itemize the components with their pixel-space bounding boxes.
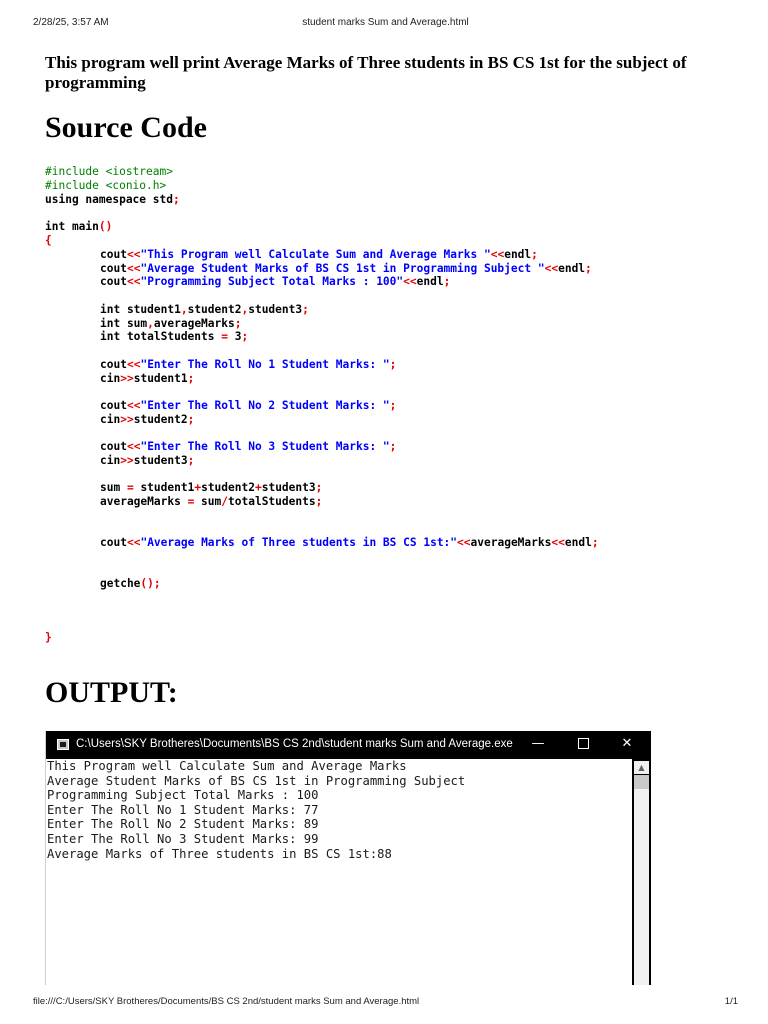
console-line: Enter The Roll No 3 Student Marks: 99 <box>47 832 319 846</box>
close-icon: ✕ <box>621 736 633 751</box>
print-url: file:///C:/Users/SKY Brotheres/Documents/BS CS 2nd/student marks Sum and Average.html <box>33 996 420 1007</box>
code-line: int student1,student2,student3; <box>100 303 309 316</box>
code-line: getche(); <box>100 577 161 590</box>
maximize-icon <box>572 734 594 754</box>
code-line: int totalStudents = 3; <box>100 330 249 343</box>
console-line: This Program well Calculate Sum and Average Marks <box>47 759 407 773</box>
console-titlebar <box>46 731 651 759</box>
output-heading: OUTPUT: <box>45 676 178 709</box>
print-title: student marks Sum and Average.html <box>302 17 469 28</box>
minimize-icon: — <box>531 736 545 751</box>
code-line: averageMarks = sum/totalStudents; <box>100 495 323 508</box>
print-header <box>33 17 738 31</box>
console-line: Enter The Roll No 2 Student Marks: 89 <box>47 817 319 832</box>
code-line: int sum,averageMarks; <box>100 317 242 330</box>
console-line: Enter The Roll No 1 Student Marks: 77 <box>47 802 319 817</box>
intro-text: This program well print Average Marks of Three students in BS CS 1st for the subject of programming <box>45 53 687 92</box>
code-line: cin>>student3; <box>100 454 195 467</box>
code-line: cout<<"Enter The Roll No 3 Student Marks: "; <box>100 440 397 453</box>
console-scrollbar <box>632 759 651 985</box>
source-code-heading: Source Code <box>45 111 207 144</box>
console-line: Average Marks of Three students in BS CS 1st:88 <box>47 846 392 861</box>
code-line: cout<<"Programming Subject Total Marks : 100"<<endl; <box>100 275 451 288</box>
console-line: Average Student Marks of BS CS 1st in Programming Subject <box>47 773 466 788</box>
console-app-icon <box>57 739 69 750</box>
page-number: 1/1 <box>724 996 738 1007</box>
code-line: using namespace std; <box>45 193 180 206</box>
code-line: { <box>45 234 52 247</box>
console-window-screenshot <box>45 731 651 985</box>
print-footer <box>33 996 738 1010</box>
code-line: cin>>student2; <box>100 413 195 426</box>
code-line: cout<<"Enter The Roll No 2 Student Marks: "; <box>100 399 397 412</box>
code-line: } <box>45 631 52 644</box>
code-line: cout<<"Average Student Marks of BS CS 1st in Programming Subject "<<endl; <box>100 262 592 275</box>
code-line: cout<<"This Program well Calculate Sum and Average Marks "<<endl; <box>100 248 538 261</box>
code-line: int main() <box>45 220 113 233</box>
code-line: cin>>student1; <box>100 372 195 385</box>
console-line: Programming Subject Total Marks : 100 <box>47 788 319 803</box>
code-line: cout<<"Enter The Roll No 1 Student Marks: "; <box>100 358 397 371</box>
console-output <box>46 759 632 985</box>
console-title: C:\Users\SKY Brotheres\Documents\BS CS 2nd\student marks Sum and Average.exe <box>76 738 513 750</box>
code-line: #include <conio.h> <box>45 179 167 192</box>
print-date: 2/28/25, 3:57 AM <box>33 17 109 28</box>
code-line: cout<<"Average Marks of Three students in BS CS 1st:"<<averageMarks<<endl; <box>100 536 599 549</box>
scroll-thumb <box>634 775 649 789</box>
scroll-track <box>634 789 649 985</box>
scroll-up-icon: ▲ <box>634 761 649 774</box>
code-line: sum = student1+student2+student3; <box>100 481 323 494</box>
code-line: #include <iostream> <box>45 165 173 178</box>
